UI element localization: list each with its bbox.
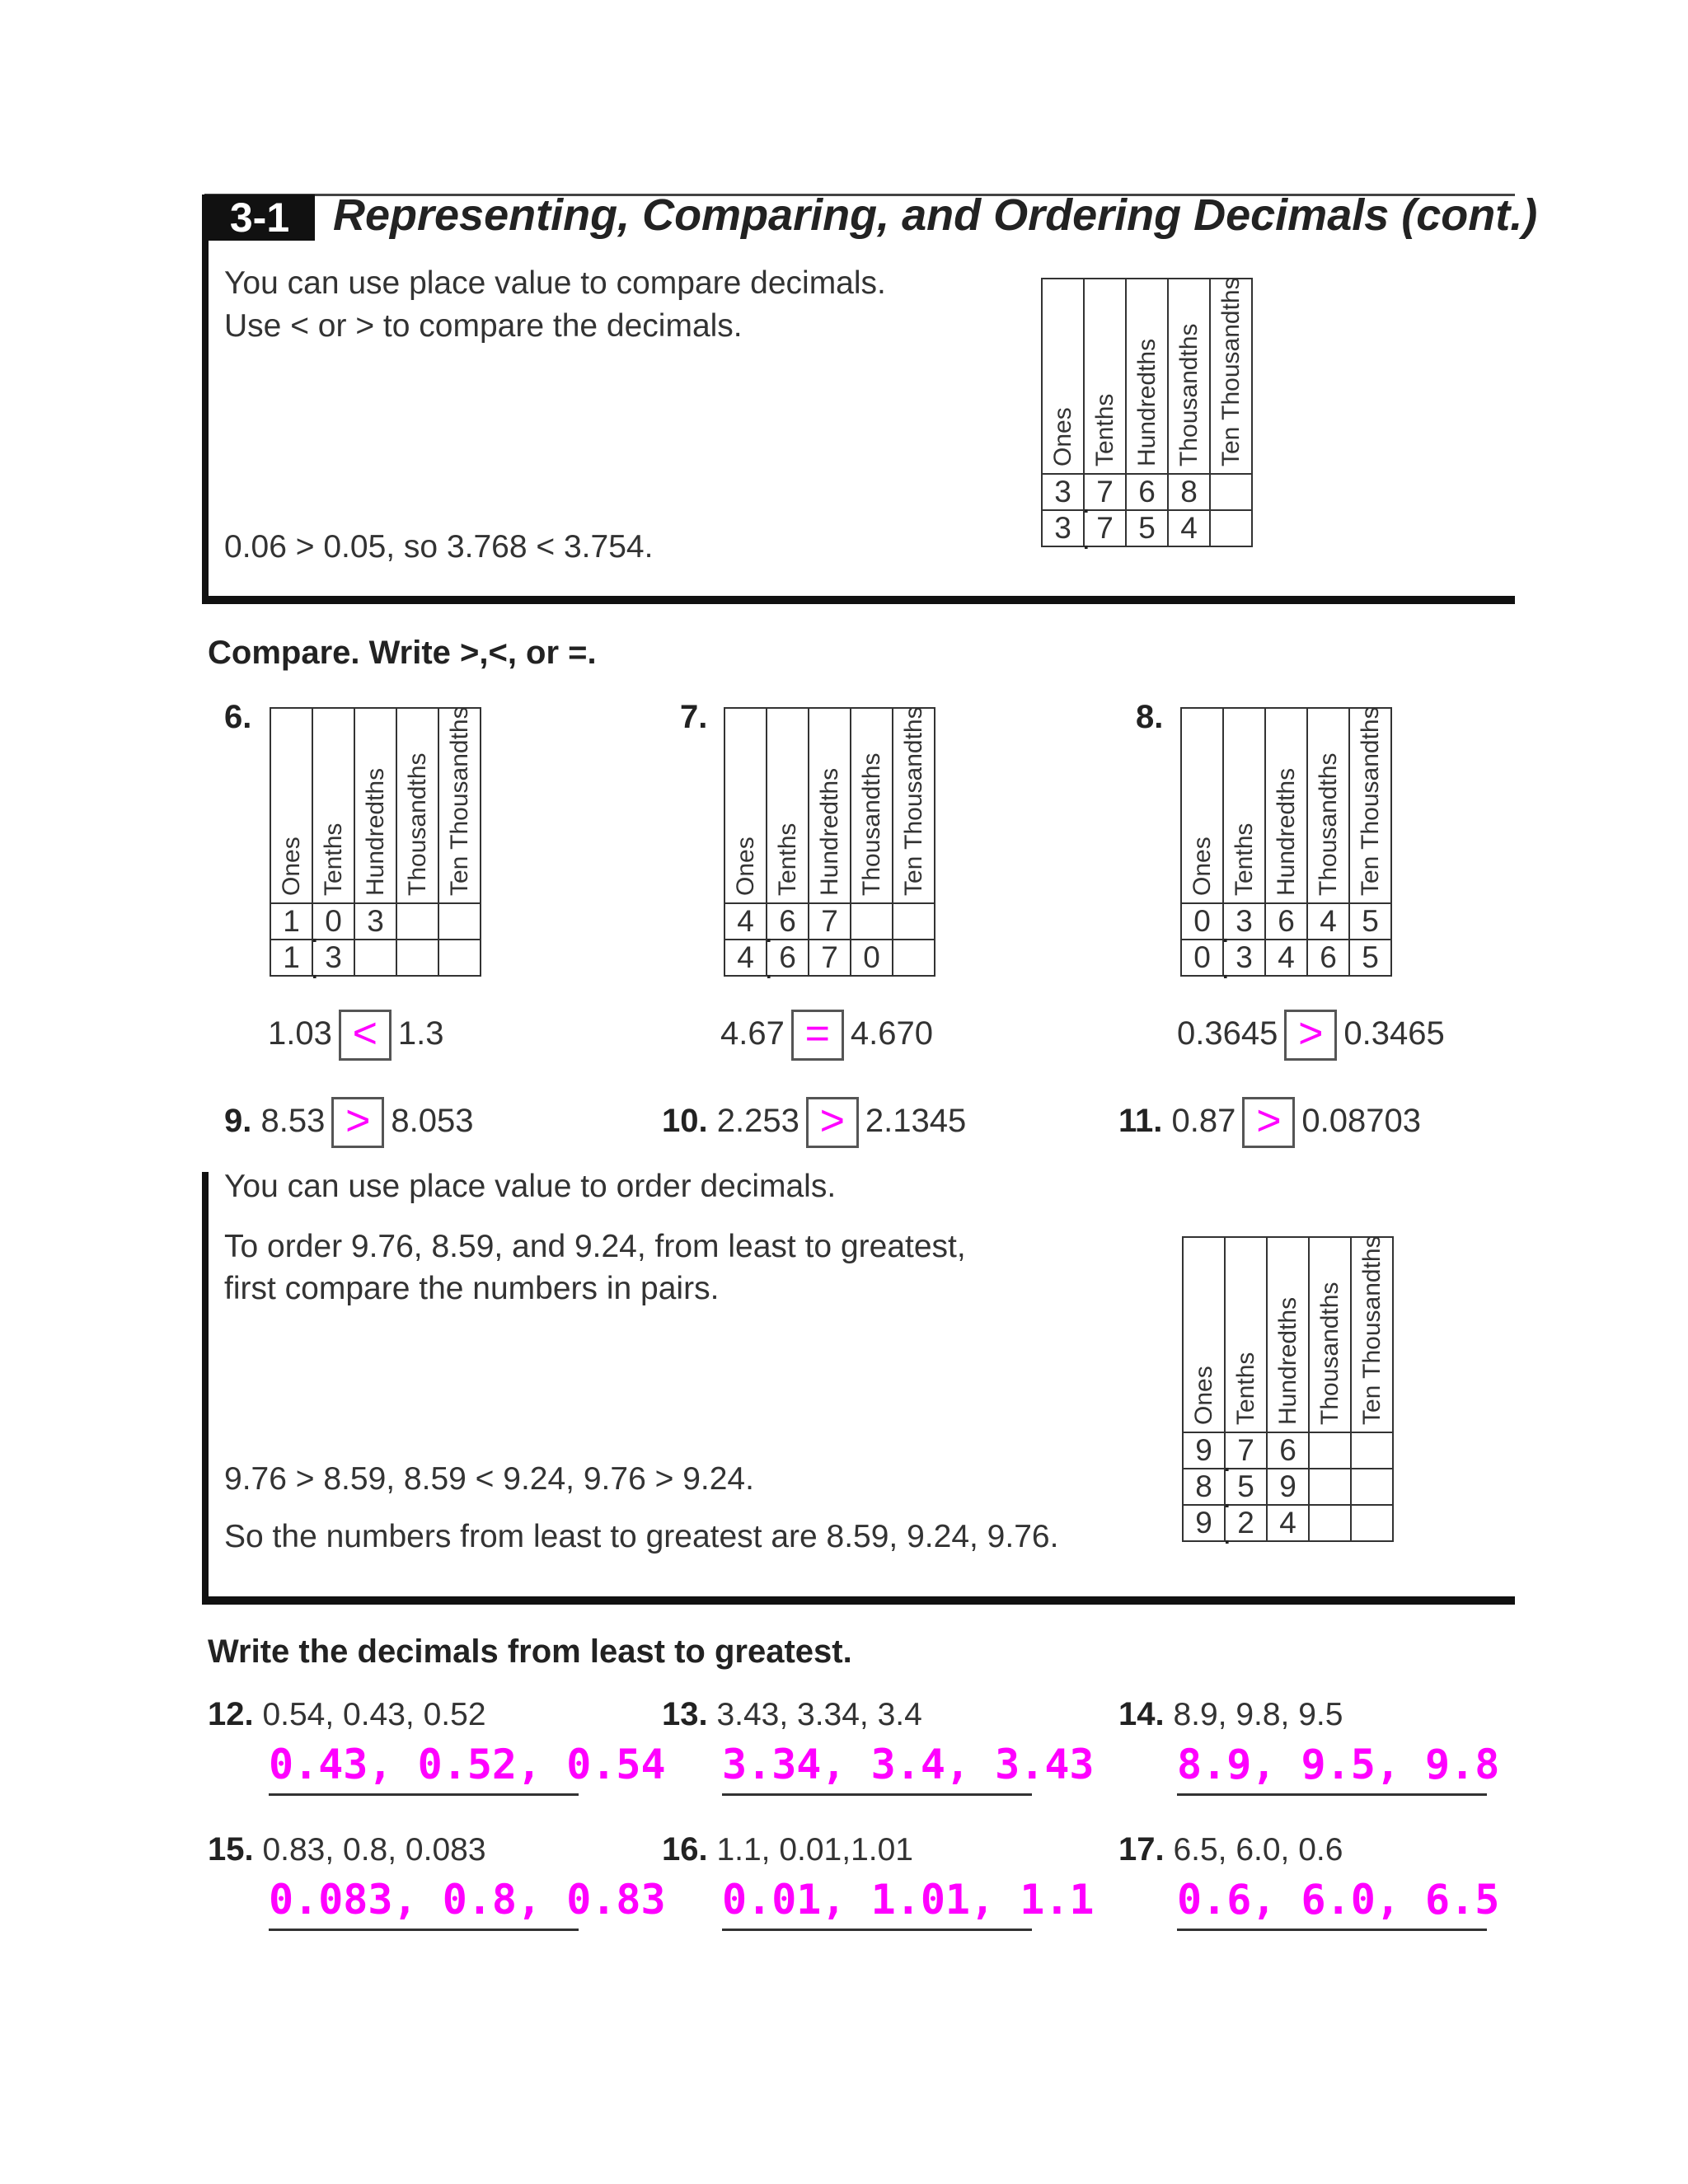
right-value: 2.1345	[865, 1103, 967, 1139]
col-header-ones: Ones	[724, 708, 767, 903]
answer-box[interactable]: >	[1242, 1097, 1295, 1148]
col-header-hundredths: Hundredths	[809, 708, 851, 903]
problem-number-8: 8.	[1136, 699, 1164, 735]
col-header-thousandths: Thousandths	[1309, 1237, 1351, 1432]
answer-box[interactable]: >	[806, 1097, 859, 1148]
left-value: 4.67	[720, 1015, 785, 1052]
table-row: 4 . 6 7 0	[724, 940, 935, 976]
col-header-ten-thousandths: Ten Thousandths	[1349, 708, 1391, 903]
place-value-table-8	[1180, 707, 1392, 977]
table-row: 1 . 0 3	[270, 903, 481, 940]
answer-field-12[interactable]: 0.43, 0.52, 0.54	[269, 1739, 579, 1796]
table-row: 1 . 3	[270, 940, 481, 976]
answer-field-13[interactable]: 3.34, 3.4, 3.43	[722, 1739, 1032, 1796]
order-intro-3: first compare the numbers in pairs.	[224, 1271, 720, 1306]
table-row: 8 . 5 9	[1183, 1469, 1393, 1505]
col-header-thousandths: Thousandths	[851, 708, 893, 903]
problem-number-9: 9.	[224, 1103, 252, 1139]
place-value-table-6	[270, 707, 481, 977]
comparison-6	[268, 1009, 443, 1061]
answer-field-16[interactable]: 0.01, 1.01, 1.1	[722, 1874, 1032, 1931]
intro-box-border	[202, 194, 209, 604]
col-header-ones: Ones	[1181, 708, 1223, 903]
left-value: 1.03	[268, 1015, 332, 1052]
page-title: Representing, Comparing, and Ordering Decimals (cont.)	[333, 190, 1538, 240]
answer-box[interactable]: =	[791, 1010, 844, 1061]
col-header-hundredths: Hundredths	[1267, 1237, 1309, 1432]
comparison-7	[720, 1009, 933, 1061]
right-value: 1.3	[397, 1015, 444, 1052]
order-box-bottom	[202, 1596, 1515, 1605]
problem-number-7: 7.	[680, 699, 708, 735]
col-header-hundredths: Hundredths	[1126, 279, 1168, 474]
table-row: 0 . 3 6 4 5	[1181, 903, 1391, 940]
col-header-tenths: Tenths	[312, 708, 354, 903]
problem-number-10: 10.	[662, 1103, 708, 1139]
table-row: 3 . 7 5 4	[1042, 510, 1252, 546]
table-row: 9 . 2 4	[1183, 1505, 1393, 1541]
comparison-8	[1177, 1009, 1445, 1061]
col-header-ones: Ones	[1042, 279, 1084, 474]
order-comparisons: 9.76 > 8.59, 8.59 < 9.24, 9.76 > 9.24.	[224, 1461, 754, 1497]
col-header-thousandths: Thousandths	[1168, 279, 1210, 474]
left-value: 0.87	[1171, 1103, 1236, 1139]
problem-16: 16. 1.1, 0.01,1.01	[662, 1831, 913, 1868]
left-value: 8.53	[260, 1103, 326, 1139]
col-header-hundredths: Hundredths	[1265, 708, 1307, 903]
col-header-tenths: Tenths	[1223, 708, 1265, 903]
col-header-tenths: Tenths	[767, 708, 809, 903]
comparison-11	[1118, 1096, 1421, 1148]
col-header-ones: Ones	[1183, 1237, 1225, 1432]
intro-text-2: Use < or > to compare the decimals.	[224, 308, 743, 344]
table-row: 4 . 6 7	[724, 903, 935, 940]
answer-box[interactable]: >	[331, 1097, 384, 1148]
right-value: 4.670	[850, 1015, 933, 1052]
right-value: 0.08703	[1301, 1103, 1421, 1139]
problem-number-11: 11.	[1118, 1103, 1163, 1139]
answer-field-15[interactable]: 0.083, 0.8, 0.83	[269, 1874, 579, 1931]
order-intro-2: To order 9.76, 8.59, and 9.24, from least to greatest,	[224, 1229, 966, 1264]
left-value: 2.253	[716, 1103, 799, 1139]
intro-box-bottom	[202, 596, 1515, 604]
problem-14: 14. 8.9, 9.8, 9.5	[1118, 1696, 1343, 1732]
col-header-tenths: Tenths	[1225, 1237, 1267, 1432]
answer-box[interactable]: <	[339, 1010, 392, 1061]
col-header-thousandths: Thousandths	[396, 708, 438, 903]
problem-12: 12. 0.54, 0.43, 0.52	[208, 1696, 486, 1732]
intro-result: 0.06 > 0.05, so 3.768 < 3.754.	[224, 529, 654, 565]
intro-text-1: You can use place value to compare decimals.	[224, 265, 886, 301]
answer-box[interactable]: >	[1284, 1010, 1337, 1061]
col-header-ten-thousandths: Ten Thousandths	[1210, 279, 1252, 474]
table-row: 0 . 3 4 6 5	[1181, 940, 1391, 976]
problem-13: 13. 3.43, 3.34, 3.4	[662, 1696, 922, 1732]
right-value: 8.053	[391, 1103, 474, 1139]
table-row: 3 . 7 6 8	[1042, 474, 1252, 510]
col-header-ten-thousandths: Ten Thousandths	[1351, 1237, 1393, 1432]
col-header-tenths: Tenths	[1084, 279, 1126, 474]
comparison-9	[224, 1096, 473, 1148]
place-value-table-7	[724, 707, 935, 977]
compare-heading: Compare. Write >,<, or =.	[208, 635, 597, 671]
right-value: 0.3465	[1343, 1015, 1445, 1052]
answer-field-14[interactable]: 8.9, 9.5, 9.8	[1177, 1739, 1487, 1796]
lesson-badge: 3-1	[204, 194, 315, 241]
col-header-ten-thousandths: Ten Thousandths	[438, 708, 481, 903]
col-header-ten-thousandths: Ten Thousandths	[893, 708, 935, 903]
problem-17: 17. 6.5, 6.0, 0.6	[1118, 1831, 1343, 1868]
order-box-border	[202, 1172, 209, 1605]
problem-15: 15. 0.83, 0.8, 0.083	[208, 1831, 486, 1868]
answer-field-17[interactable]: 0.6, 6.0, 6.5	[1177, 1874, 1487, 1931]
order-heading: Write the decimals from least to greatest.	[208, 1633, 852, 1670]
order-result: So the numbers from least to greatest are 8.59, 9.24, 9.76.	[224, 1519, 1059, 1554]
col-header-ones: Ones	[270, 708, 312, 903]
col-header-thousandths: Thousandths	[1307, 708, 1349, 903]
left-value: 0.3645	[1177, 1015, 1278, 1052]
example-place-value-table	[1041, 278, 1253, 547]
col-header-hundredths: Hundredths	[354, 708, 396, 903]
table-row: 9 . 7 6	[1183, 1432, 1393, 1469]
comparison-10	[662, 1096, 966, 1148]
problem-number-6: 6.	[224, 699, 252, 735]
order-intro-1: You can use place value to order decimals.	[224, 1169, 837, 1204]
order-place-value-table	[1182, 1236, 1394, 1542]
